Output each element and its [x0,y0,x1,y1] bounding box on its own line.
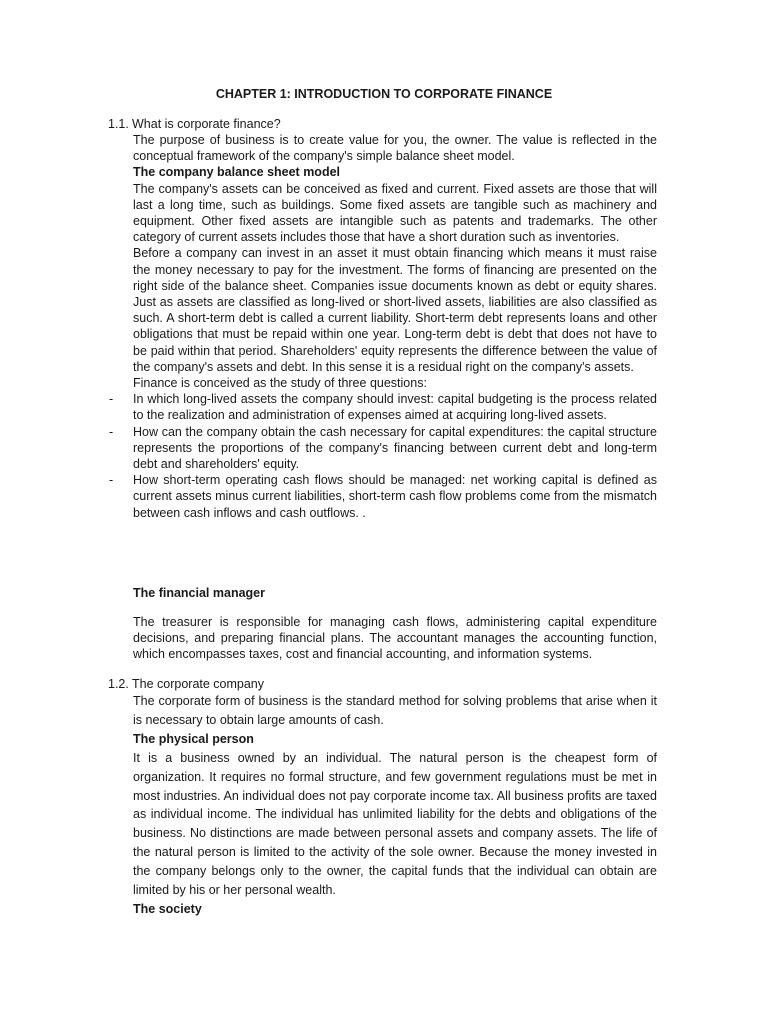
bullet-dash: - [109,473,114,488]
paragraph: The corporate form of business is the standard method for solving problems that arise when it is necessary to obtain large amounts of cash. [133,694,657,727]
section-title: The corporate company [132,677,265,691]
paragraph: Finance is conceived as the study of three questions: [133,376,427,391]
bullet-dash: - [109,392,114,407]
list-item [109,472,657,521]
list-item-text: How can the company obtain the cash necessary for capital expenditures: the capital structure represents the proportions of the company's financing between current debt and long-term debt and shareholders' equity. [133,424,657,472]
section-1-1-heading [108,116,658,132]
paragraph: It is a business owned by an individual. The natural person is the cheapest form of organization. It requires no formal structure, and few government regulations must be met in most industries. An individual does not pay corporate income tax. All business profits are taxed as individual income. The individual has unlimited liability for the debts and obligations of the business. No distinctions are made between personal assets and company assets. The life of the natural person is limited to the activity of the sole owner. Because the money invested in the company belongs only to the owner, the capital funds that the individual can obtain are limited by his or her personal wealth. [133,750,657,898]
section-number: 1.1. [108,117,129,131]
subheading-financial-manager: The financial manager [133,586,265,600]
section-1-1-body [109,132,657,521]
paragraph: The purpose of business is to create value for you, the owner. The value is reflected in the conceptual framework of the company's simple balance sheet model. [133,133,657,164]
section-1-1-closing [133,614,657,663]
section-1-2-heading [108,676,658,692]
section-title: What is corporate finance? [132,117,281,131]
paragraph: The treasurer is responsible for managing cash flows, administering capital expenditure decisions, and preparing financial plans. The accountant manages the accounting function, which encompasses taxes, cost and financial accounting, and information systems. [133,615,657,662]
bullet-list [109,391,657,521]
list-item [109,424,657,473]
chapter-title: CHAPTER 1: INTRODUCTION TO CORPORATE FINANCE [215,87,553,101]
list-item [109,391,657,423]
paragraph: The company's assets can be conceived as fixed and current. Fixed assets are those that will last a long time, such as buildings. Some fixed assets are tangible such as machinery and equipment. Other fixed assets are intangible such as patents and trademarks. The other category of current assets includes those that have a short duration such as inventories. [133,181,657,245]
section-number: 1.2. [108,677,129,691]
bullet-dash: - [109,424,114,439]
list-item-text: How short-term operating cash flows should be managed: net working capital is defined as current assets minus current liabilities, short-term cash flow problems come from the mismatch between cash inflows and cash outflows. . [133,473,657,520]
subheading: The society [133,901,202,916]
subheading: The physical person [133,731,254,746]
section-1-2-body [133,692,657,919]
list-item-text: In which long-lived assets the company should invest: capital budgeting is the process related to the realization and administration of expenses aimed at acquiring long-lived assets. [133,392,657,423]
paragraph: Before a company can invest in an asset it must obtain financing which means it must raise the money necessary to pay for the investment. The forms of financing are presented on the right side of the balance sheet. Companies issue documents known as debt or equity shares. Just as assets are classified as long-lived or short-lived assets, liabilities are also classified as such. A short-term debt is called a current liability. Short-term debt represents loans and other obligations that must be repaid within one year. Long-term debt is debt that does not have to be paid within that period. Shareholders' equity represents the difference between the value of the company's assets and debt. In this sense it is a residual right on the company's assets. [133,246,657,374]
subheading: The company balance sheet model [133,165,341,180]
